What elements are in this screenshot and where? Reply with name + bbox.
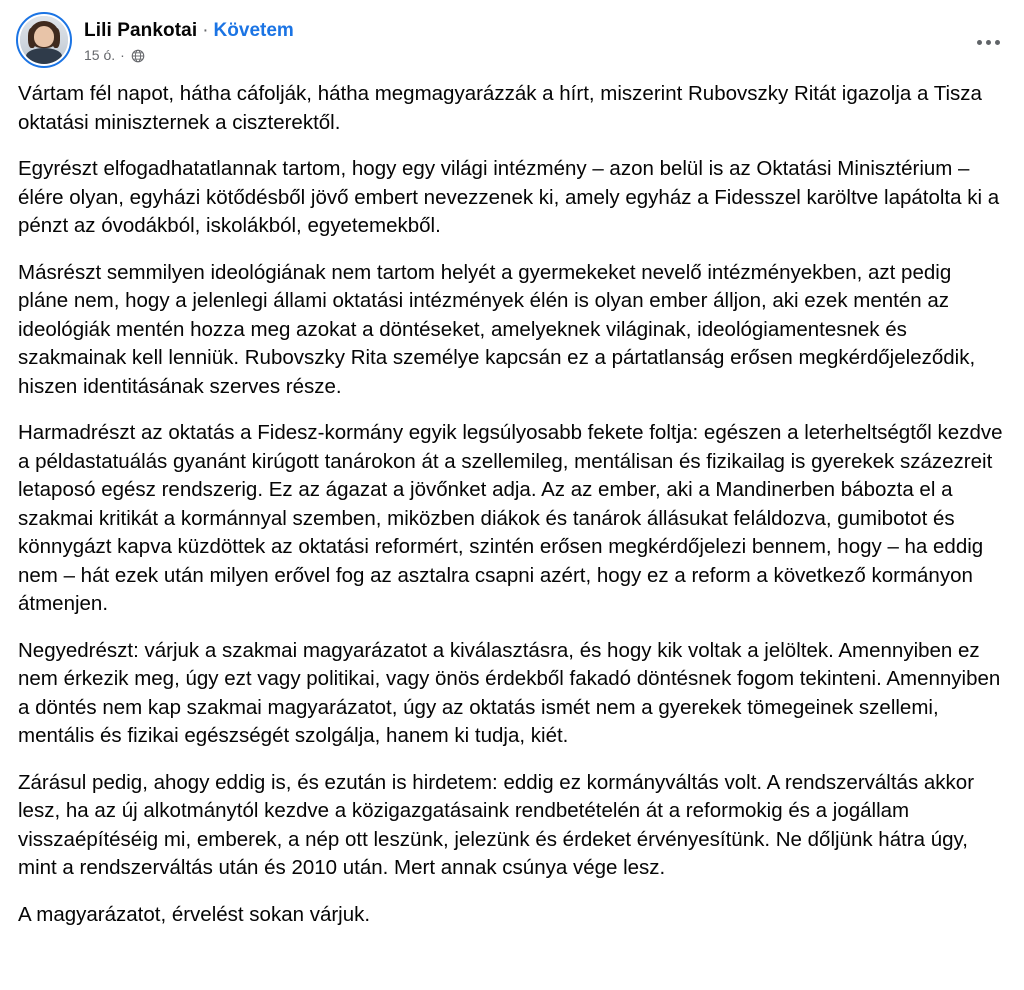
post-header-text <box>84 12 294 70</box>
more-options-dots <box>977 40 1000 45</box>
post-paragraph: Másrészt semmilyen ideológiának nem tartom helyét a gyermekeket nevelő intézményekben, azt pedig pláne nem, hogy a jelenlegi állami oktatási intézmények élén is olyan ember álljon, aki ezek mentén az ideológiák mentén hozza meg azokat a döntéseket, amelyeknek világinak, ideológiamentesnek és szakmainak kell lenniük. Rubovszky Rita személye kapcsán ez a pártatlanság erősen megkérdőjeleződik, hiszen identitásának szerves része. <box>18 260 976 398</box>
post-paragraph: Vártam fél napot, hátha cáfolják, hátha megmagyarázzák a hírt, miszerint Rubovszky Ritát igazolja a Tisza oktatási miniszternek a ciszterektől. <box>18 82 982 134</box>
post-paragraph: Harmadrészt az oktatás a Fidesz-kormány egyik legsúlyosabb fekete foltja: egészen a leterheltségtől kezdve a példastatuálás gyanánt kirúgott tanárokon át a szellemileg, mentálisan és fizikailag is gyerekek százezreit letaposó egész rendszerig. Ez az ágazat a jövőnket adja. Az az ember, aki a Mandinerben bábozta el a szakmai kritikát a kormánnyal szemben, miközben diákok és tanárok állásukat feláldozva, gumibotot és könnygázt kapva küzdöttek az oktatási reformért, szintén erősen megkérdőjelezi bennem, hogy – ha eddig nem – hát ezek után milyen erővel fog az asztalra csapni azért, hogy ez a reform a következő kormányon átmenjen. <box>18 421 1003 615</box>
post-paragraph: A magyarázatot, érvelést sokan várjuk. <box>18 902 371 926</box>
follow-button[interactable]: Követem <box>213 20 294 41</box>
post-body <box>0 70 1024 929</box>
post-paragraph: Negyedrészt: várjuk a szakmai magyarázatot a kiválasztásra, és hogy kik voltak a jelöltek. Amennyiben ez nem érkezik meg, úgy ezt vagy politikai, vagy önös érdekből fakadó döntésnek fogom tekinteni. Amennyiben a döntés nem kap szakmai magyarázatot, úgy az oktatás ismét nem a gyerekek tömegeinek szellemi, mentális és fizikai egészségét szolgálja, hanem ki tudja, kiét. <box>18 638 1001 747</box>
name-separator: · <box>202 20 209 41</box>
post-meta <box>84 46 294 65</box>
avatar[interactable] <box>16 12 72 68</box>
post-timestamp[interactable]: 15 ó. <box>84 47 116 63</box>
author-row <box>84 19 294 43</box>
post-paragraph: Zárásul pedig, ahogy eddig is, és ezután is hirdetem: eddig ez kormányváltás volt. A rendszerváltás akkor lesz, ha az új alkotmánytól kezdve a közigazgatásaink rendbetételén át a reformokig és a jogállam visszaépítéséig mi, emberek, a nép ott leszünk, jelezünk és érdeket érvényesítünk. Ne dőljünk hátra úgy, mint a rendszerváltás után és 2010 után. Mert annak csúnya vége lesz. <box>18 770 975 879</box>
meta-separator: · <box>120 47 125 63</box>
post-paragraph: Egyrészt elfogadhatatlannak tartom, hogy egy világi intézmény – azon belül is az Oktatási Minisztérium – élére olyan, egyházi kötődésből jövő embert nevezzenek ki, amely egyház a Fidesszel karöltve lapátolta ki a pénzt az óvodákból, iskolákból, egyetemekből. <box>18 157 1000 237</box>
post-header <box>0 0 1024 70</box>
avatar-image <box>20 16 68 64</box>
more-options-icon[interactable] <box>970 24 1006 60</box>
globe-icon[interactable] <box>131 49 145 63</box>
author-name[interactable]: Lili Pankotai <box>84 20 198 41</box>
